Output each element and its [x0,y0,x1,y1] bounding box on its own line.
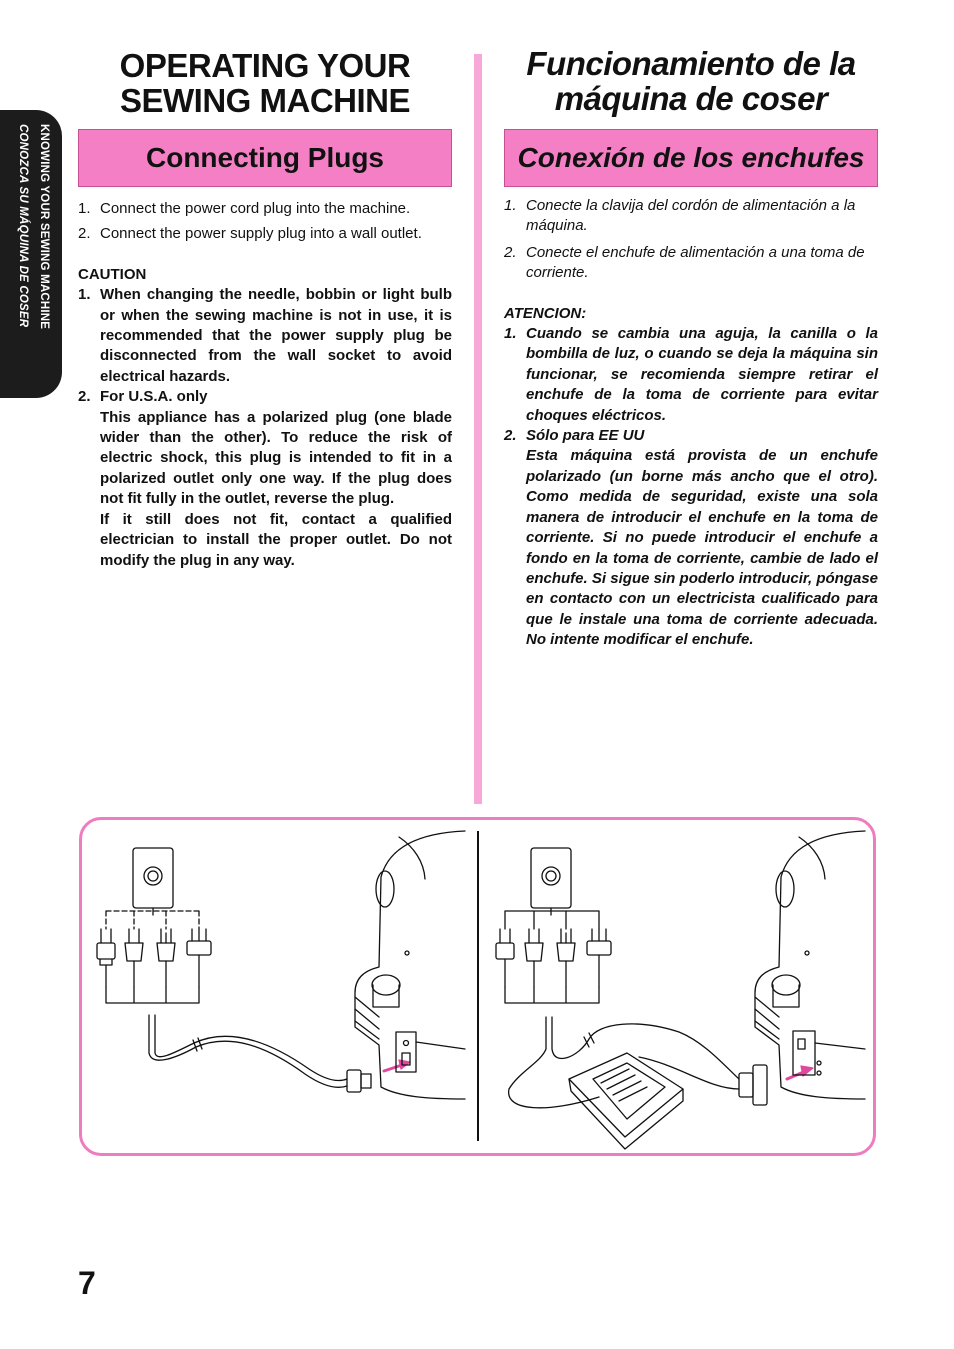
power-cord-icon [509,1017,767,1108]
caution-item-1: 1. When changing the needle, bobbin or light bulb or when the sewing machine is not in use, it is recommended that the power supply plug be disconnected from the wall socket to avoid electrical hazards. [78,286,452,385]
plug-types-icon [496,911,611,1003]
atencion-item-2: 2. Sólo para EE UU [504,427,645,445]
connection-illustration [79,817,876,1156]
english-column [78,199,452,571]
paso-2: 2. Conecte el enchufe de alimentación a una toma de corriente. [504,243,865,282]
wall-outlet-icon [531,848,571,915]
section-header-english [78,129,452,187]
caution-heading: CAUTION [78,265,147,283]
section-header-spanish [504,129,878,187]
sewing-machine-right-icon [755,831,865,1099]
page-title-english [78,48,452,118]
side-tab [0,110,62,398]
section-title: Connecting Plugs [146,142,384,173]
usa-paragraph-2: If it still does not fit, contact a qualified electrician to install the proper outlet. Do not modify the plug in any way. [100,510,452,569]
paso-1: 1. Conecte la clavija del cordón de alimentación a la máquina. [504,197,856,235]
spanish-column [504,196,878,651]
title-line-1: Funcionamiento de la [526,45,856,82]
sewing-machine-left-icon [355,831,465,1099]
page-title-spanish [504,46,878,116]
column-divider [474,54,482,804]
side-tab-spanish: CONOZCA SU MÁQUINA DE COSER [17,124,29,328]
plug-types-icon [97,911,211,1003]
step-2: 2. Connect the power supply plug into a wall outlet. [78,225,422,243]
caution-item-2: 2. For U.S.A. only [78,388,208,406]
page-number: 7 [78,1265,96,1301]
title-line-2: SEWING MACHINE [120,82,410,119]
eeuu-paragraph: Esta máquina está provista de un enchufe polarizado (un borne más ancho que el otro). Como medida de seguridad, existe una sola manera de introducir el enchufe en la toma de corriente. Si no puede introducir el enchufe a fondo en la toma de corriente, cambie de lado el enchufe. Si sigue sin poderlo introducir, póngase en contacto con un electricista cualificado para que le instale una toma de corriente adecuada. No intente modificar el enchufe. [526,447,878,649]
atencion-heading: ATENCION: [504,304,587,322]
title-line-1: OPERATING YOUR [119,47,411,84]
usa-paragraph: This appliance has a polarized plug (one blade wider than the other). To reduce the risk of electric shock, this plug is intended to fit in a polarized outlet only one way. If the plug does not fit fully in the outlet, reverse the plug. [100,408,452,508]
atencion-item-1: 1. Cuando se cambia una aguja, la canilla o la bombilla de luz, o cuando se deja la máquina sin funcionar, se recomienda siempre retirar el enchufe de la toma de corriente para evitar choques eléctricos. [504,325,878,424]
side-tab-english: KNOWING YOUR SEWING MACHINE [38,124,50,330]
step-1: 1. Connect the power cord plug into the machine. [78,200,411,217]
section-title: Conexión de los enchufes [517,142,865,173]
title-line-2: máquina de coser [554,80,828,117]
power-cord-icon [149,1015,371,1092]
wall-outlet-icon [133,848,173,915]
caution-block [78,265,452,571]
atencion-block [504,304,878,651]
